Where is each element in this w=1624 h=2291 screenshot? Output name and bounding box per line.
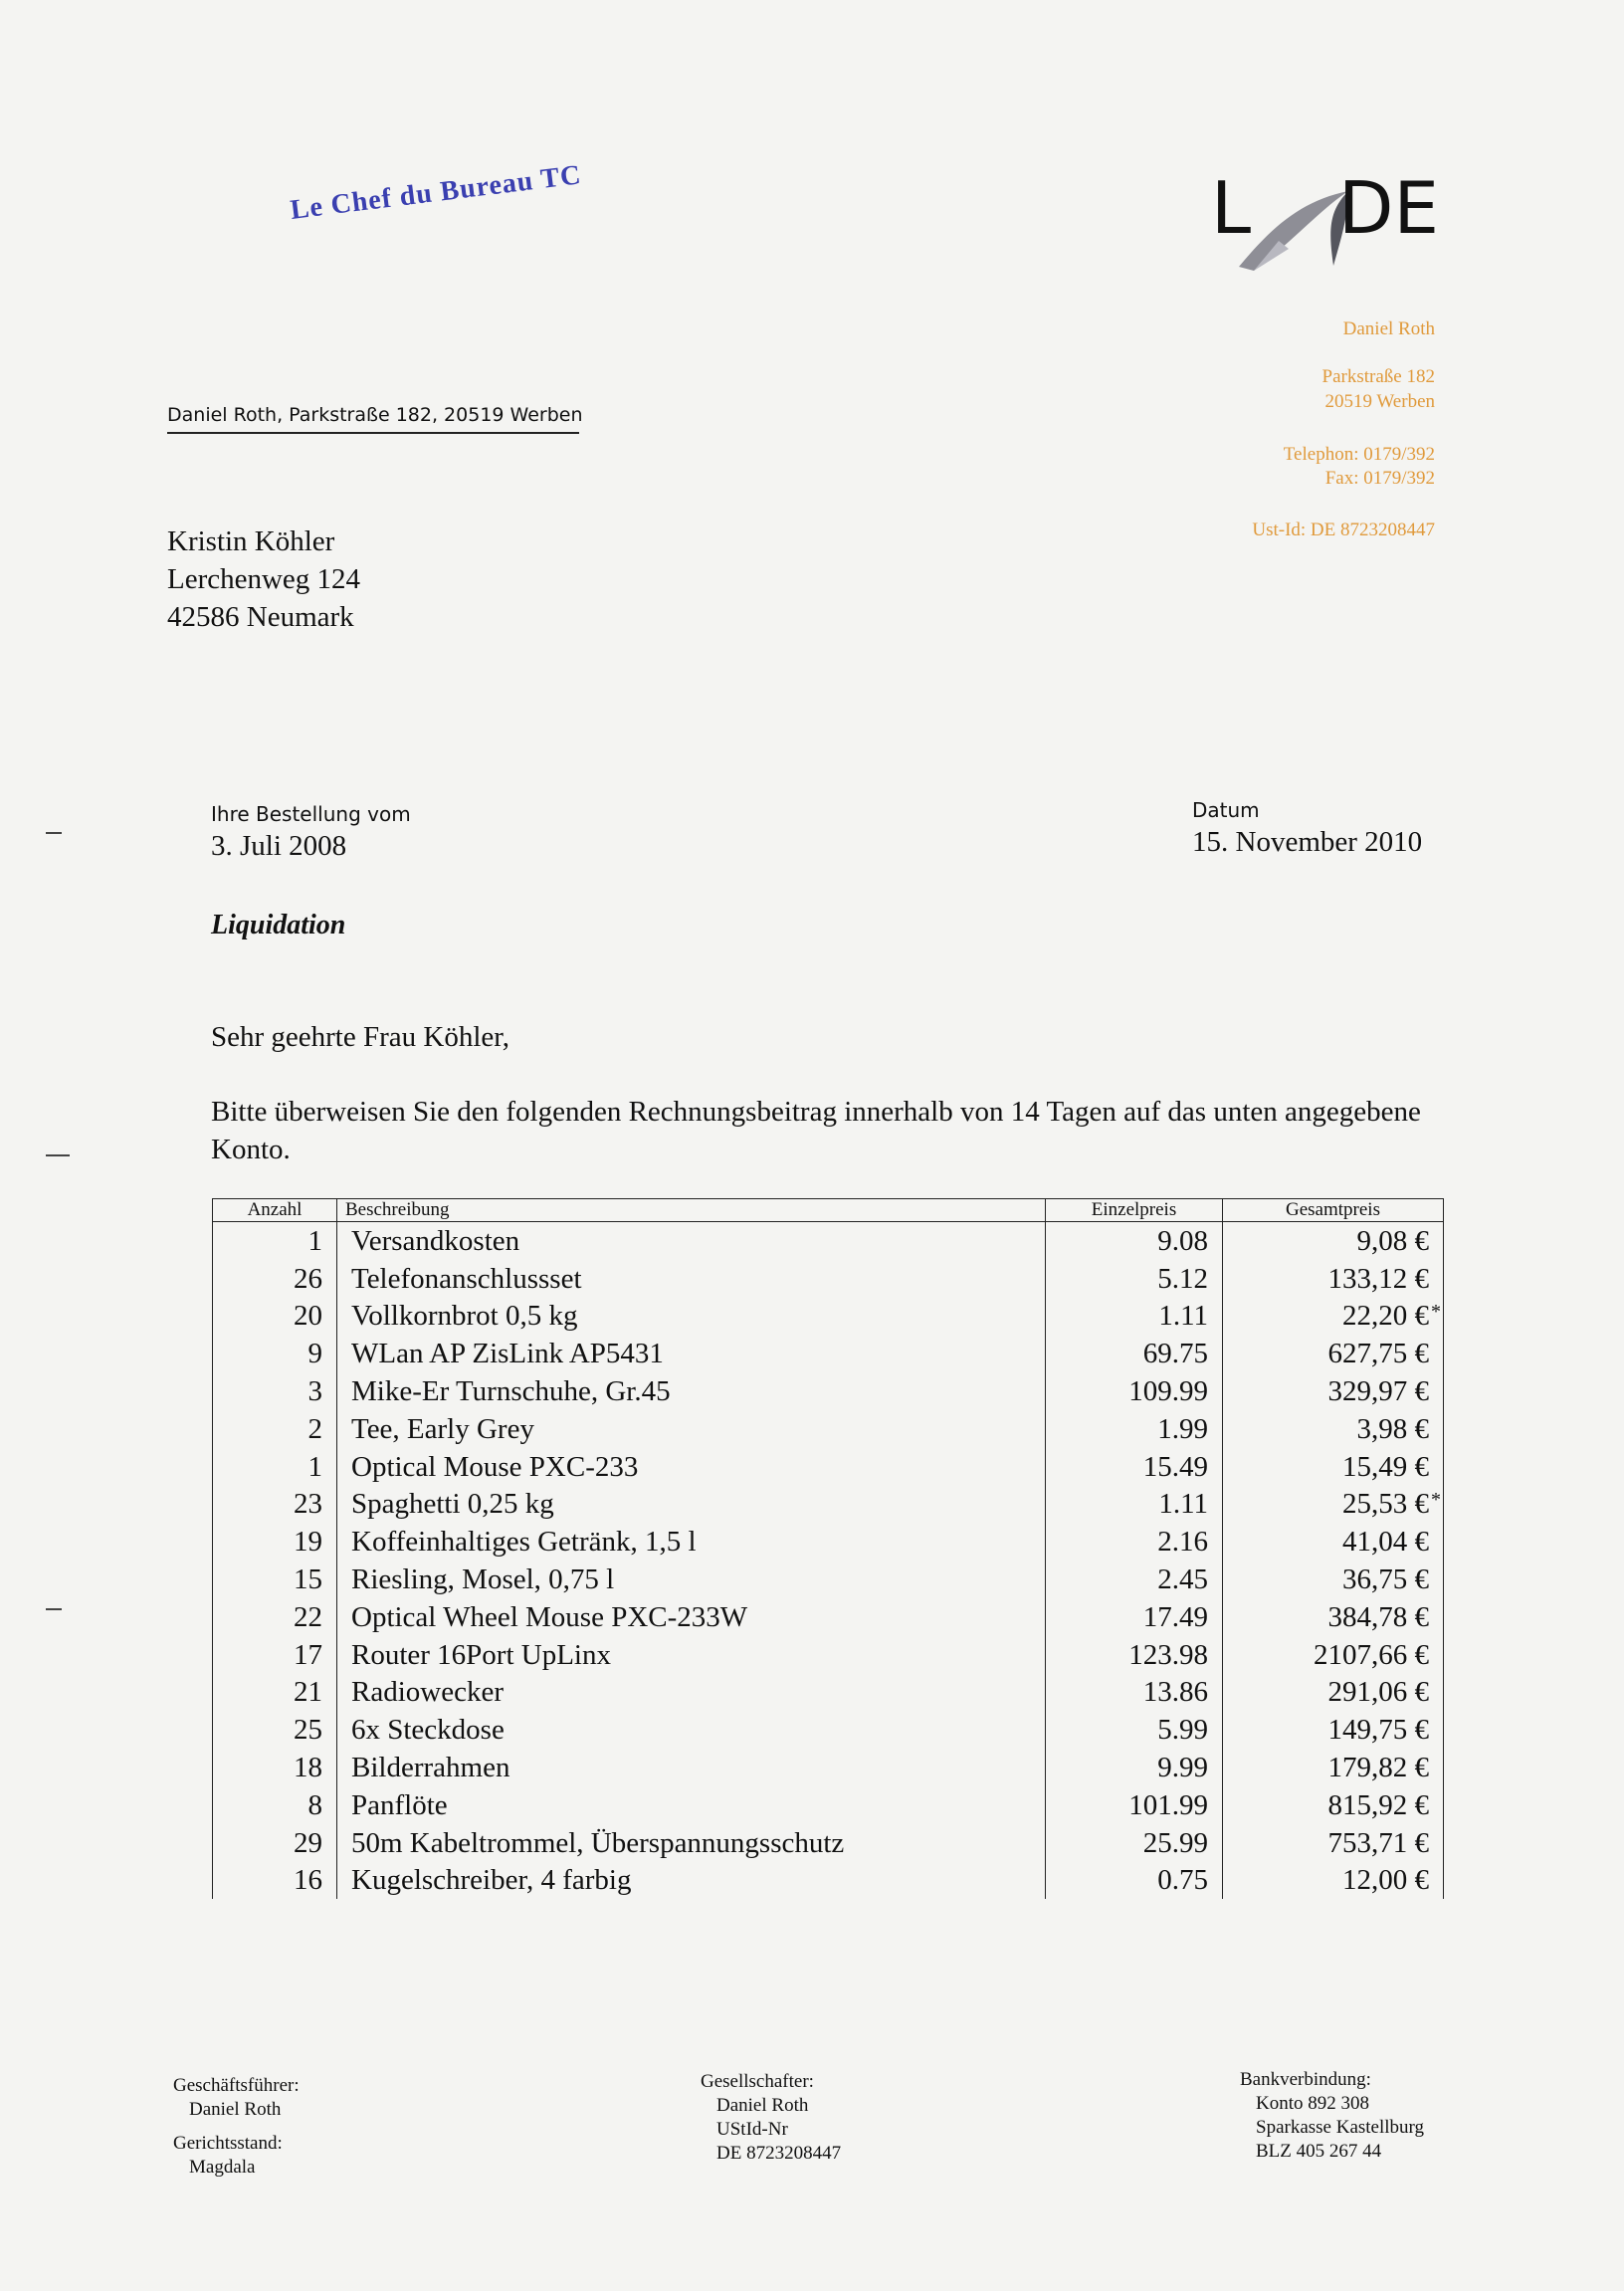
table-row: [213, 1862, 1444, 1900]
item-quantity: 17: [213, 1636, 337, 1674]
item-total-price: [1223, 1561, 1444, 1598]
item-total-value: 384,78 €: [1327, 1600, 1429, 1633]
column-header-qty: Anzahl: [213, 1199, 337, 1222]
table-row: [213, 1561, 1444, 1598]
item-description: Telefonanschlussset: [337, 1260, 1046, 1298]
item-unit-price: 25.99: [1046, 1824, 1223, 1862]
item-quantity: 1: [213, 1448, 337, 1486]
company-logo: [1199, 171, 1438, 291]
item-total-price: [1223, 1598, 1444, 1636]
return-address: Daniel Roth, Parkstraße 182, 20519 Werben: [167, 404, 583, 426]
item-unit-price: 101.99: [1046, 1786, 1223, 1824]
table-row: [213, 1298, 1444, 1336]
item-total-value: 627,75 €: [1327, 1338, 1429, 1370]
item-quantity: 16: [213, 1862, 337, 1900]
item-description: Riesling, Mosel, 0,75 l: [337, 1561, 1046, 1598]
item-quantity: 2: [213, 1410, 337, 1448]
item-description: Optical Mouse PXC-233: [337, 1448, 1046, 1486]
item-total-value: 329,97 €: [1327, 1375, 1429, 1408]
table-row: [213, 1372, 1444, 1410]
item-total-price: [1223, 1674, 1444, 1712]
invoice-date-label: Datum: [1192, 798, 1260, 822]
item-total-price: [1223, 1410, 1444, 1448]
item-total-price: [1223, 1523, 1444, 1561]
partner-vat-label: UStId-Nr: [716, 2119, 788, 2140]
table-header-row: [213, 1199, 1444, 1222]
footer-partner: [701, 2070, 841, 2166]
item-total-value: 25,53 €: [1342, 1488, 1429, 1521]
item-total-value: 2107,66 €: [1314, 1638, 1429, 1671]
managing-director: Daniel Roth: [189, 2099, 282, 2120]
item-quantity: 23: [213, 1486, 337, 1524]
item-total-price: [1223, 1372, 1444, 1410]
table-row: [213, 1636, 1444, 1674]
item-total-price: [1223, 1298, 1444, 1336]
item-total-price: [1223, 1749, 1444, 1786]
rubber-stamp: Le Chef du Bureau TC: [289, 159, 583, 226]
item-total-value: 149,75 €: [1327, 1714, 1429, 1747]
table-row: [213, 1335, 1444, 1372]
item-description: Router 16Port UpLinx: [337, 1636, 1046, 1674]
item-description: Versandkosten: [337, 1222, 1046, 1260]
partner-label: Gesellschafter:: [701, 2071, 814, 2092]
item-total-value: 12,00 €: [1342, 1864, 1429, 1897]
item-total-price: [1223, 1335, 1444, 1372]
item-description: Tee, Early Grey: [337, 1410, 1046, 1448]
item-description: 50m Kabeltrommel, Überspannungsschutz: [337, 1824, 1046, 1862]
recipient-street: Lerchenweg 124: [167, 563, 361, 595]
item-total-price: [1223, 1260, 1444, 1298]
item-quantity: 19: [213, 1523, 337, 1561]
item-unit-price: 69.75: [1046, 1335, 1223, 1372]
item-description: Kugelschreiber, 4 farbig: [337, 1862, 1046, 1900]
item-total-value: 179,82 €: [1327, 1752, 1429, 1784]
item-total-value: 41,04 €: [1342, 1526, 1429, 1559]
item-total-price: [1223, 1636, 1444, 1674]
item-description: Spaghetti 0,25 kg: [337, 1486, 1046, 1524]
item-unit-price: 1.99: [1046, 1410, 1223, 1448]
footnote-star: *: [1431, 1489, 1441, 1512]
item-unit-price: 5.12: [1046, 1260, 1223, 1298]
sender-fax: Fax: 0179/392: [1324, 468, 1435, 489]
item-unit-price: 9.08: [1046, 1222, 1223, 1260]
item-unit-price: 9.99: [1046, 1749, 1223, 1786]
item-total-value: 22,20 €: [1342, 1300, 1429, 1333]
item-total-value: 9,08 €: [1356, 1224, 1429, 1257]
column-header-description: Beschreibung: [337, 1199, 1046, 1222]
table-row: [213, 1260, 1444, 1298]
item-quantity: 20: [213, 1298, 337, 1336]
court: Magdala: [189, 2157, 256, 2178]
return-address-rule: [167, 432, 579, 434]
item-description: Panflöte: [337, 1786, 1046, 1824]
item-description: Radiowecker: [337, 1674, 1046, 1712]
item-unit-price: 15.49: [1046, 1448, 1223, 1486]
item-total-price: [1223, 1862, 1444, 1900]
item-quantity: 15: [213, 1561, 337, 1598]
item-quantity: 9: [213, 1335, 337, 1372]
sender-phone: Telephon: 0179/392: [1283, 444, 1435, 465]
footer-bank: [1240, 2068, 1424, 2164]
item-unit-price: 1.11: [1046, 1298, 1223, 1336]
item-total-price: [1223, 1222, 1444, 1260]
logo-letters: DE: [1338, 171, 1438, 250]
fold-mark: [46, 1154, 70, 1156]
item-total-price: [1223, 1824, 1444, 1862]
managing-director-label: Geschäftsführer:: [173, 2075, 300, 2096]
item-quantity: 21: [213, 1674, 337, 1712]
item-description: Mike-Er Turnschuhe, Gr.45: [337, 1372, 1046, 1410]
order-date: 3. Juli 2008: [211, 830, 347, 862]
fold-mark: [46, 1608, 62, 1610]
table-row: [213, 1486, 1444, 1524]
table-row: [213, 1674, 1444, 1712]
table-row: [213, 1749, 1444, 1786]
item-quantity: 1: [213, 1222, 337, 1260]
item-description: Koffeinhaltiges Getränk, 1,5 l: [337, 1523, 1046, 1561]
column-header-unit-price: Einzelpreis: [1046, 1199, 1223, 1222]
item-total-value: 133,12 €: [1327, 1262, 1429, 1295]
table-row: [213, 1786, 1444, 1824]
item-quantity: 3: [213, 1372, 337, 1410]
item-quantity: 25: [213, 1711, 337, 1749]
invoice-items-table: [212, 1198, 1444, 1899]
body-text: Bitte überweisen Sie den folgenden Rechnungsbeitrag innerhalb von 14 Tagen auf das unten angegebene Konto.: [211, 1096, 1421, 1165]
sender-vat-id: Ust-Id: DE 8723208447: [1252, 520, 1435, 540]
item-quantity: 18: [213, 1749, 337, 1786]
fold-mark: [46, 832, 62, 834]
table-row: [213, 1598, 1444, 1636]
item-unit-price: 13.86: [1046, 1674, 1223, 1712]
item-description: 6x Steckdose: [337, 1711, 1046, 1749]
item-description: Vollkornbrot 0,5 kg: [337, 1298, 1046, 1336]
item-unit-price: 17.49: [1046, 1598, 1223, 1636]
sender-city: 20519 Werben: [1324, 391, 1435, 412]
item-description: WLan AP ZisLink AP5431: [337, 1335, 1046, 1372]
bank-label: Bankverbindung:: [1240, 2069, 1371, 2090]
item-total-price: [1223, 1486, 1444, 1524]
item-unit-price: 2.45: [1046, 1561, 1223, 1598]
logo-letter: L: [1211, 171, 1252, 250]
item-unit-price: 109.99: [1046, 1372, 1223, 1410]
item-total-value: 15,49 €: [1342, 1450, 1429, 1483]
item-total-value: 815,92 €: [1327, 1788, 1429, 1821]
recipient-city: 42586 Neumark: [167, 601, 354, 633]
footer-management: [173, 2074, 300, 2180]
item-description: Optical Wheel Mouse PXC-233W: [337, 1598, 1046, 1636]
item-description: Bilderrahmen: [337, 1749, 1046, 1786]
item-total-value: 753,71 €: [1327, 1826, 1429, 1859]
item-total-price: [1223, 1711, 1444, 1749]
table-row: [213, 1824, 1444, 1862]
item-unit-price: 5.99: [1046, 1711, 1223, 1749]
item-unit-price: 123.98: [1046, 1636, 1223, 1674]
bank-code: BLZ 405 267 44: [1256, 2141, 1382, 2162]
item-total-price: [1223, 1448, 1444, 1486]
item-total-value: 36,75 €: [1342, 1563, 1429, 1596]
court-label: Gerichtsstand:: [173, 2133, 283, 2154]
item-quantity: 29: [213, 1824, 337, 1862]
item-quantity: 22: [213, 1598, 337, 1636]
table-row: [213, 1410, 1444, 1448]
item-total-value: 291,06 €: [1327, 1676, 1429, 1709]
item-unit-price: 0.75: [1046, 1862, 1223, 1900]
order-date-label: Ihre Bestellung vom: [211, 802, 411, 826]
item-unit-price: 2.16: [1046, 1523, 1223, 1561]
footnote-star: *: [1431, 1301, 1441, 1324]
partner: Daniel Roth: [716, 2095, 809, 2116]
item-quantity: 26: [213, 1260, 337, 1298]
bank-name: Sparkasse Kastellburg: [1256, 2117, 1425, 2138]
bank-account: Konto 892 308: [1256, 2093, 1369, 2114]
item-quantity: 8: [213, 1786, 337, 1824]
partner-vat: DE 8723208447: [716, 2143, 842, 2164]
column-header-total-price: Gesamtpreis: [1223, 1199, 1444, 1222]
table-row: [213, 1222, 1444, 1260]
item-total-price: [1223, 1786, 1444, 1824]
item-total-value: 3,98 €: [1356, 1412, 1429, 1445]
recipient-name: Kristin Köhler: [167, 525, 335, 557]
sender-name: Daniel Roth: [1342, 318, 1435, 339]
item-unit-price: 1.11: [1046, 1486, 1223, 1524]
invoice-date: 15. November 2010: [1192, 826, 1423, 858]
table-row: [213, 1523, 1444, 1561]
table-row: [213, 1711, 1444, 1749]
letter-subject: Liquidation: [211, 910, 346, 940]
sender-street: Parkstraße 182: [1321, 366, 1435, 387]
table-row: [213, 1448, 1444, 1486]
salutation: Sehr geehrte Frau Köhler,: [211, 1021, 510, 1053]
